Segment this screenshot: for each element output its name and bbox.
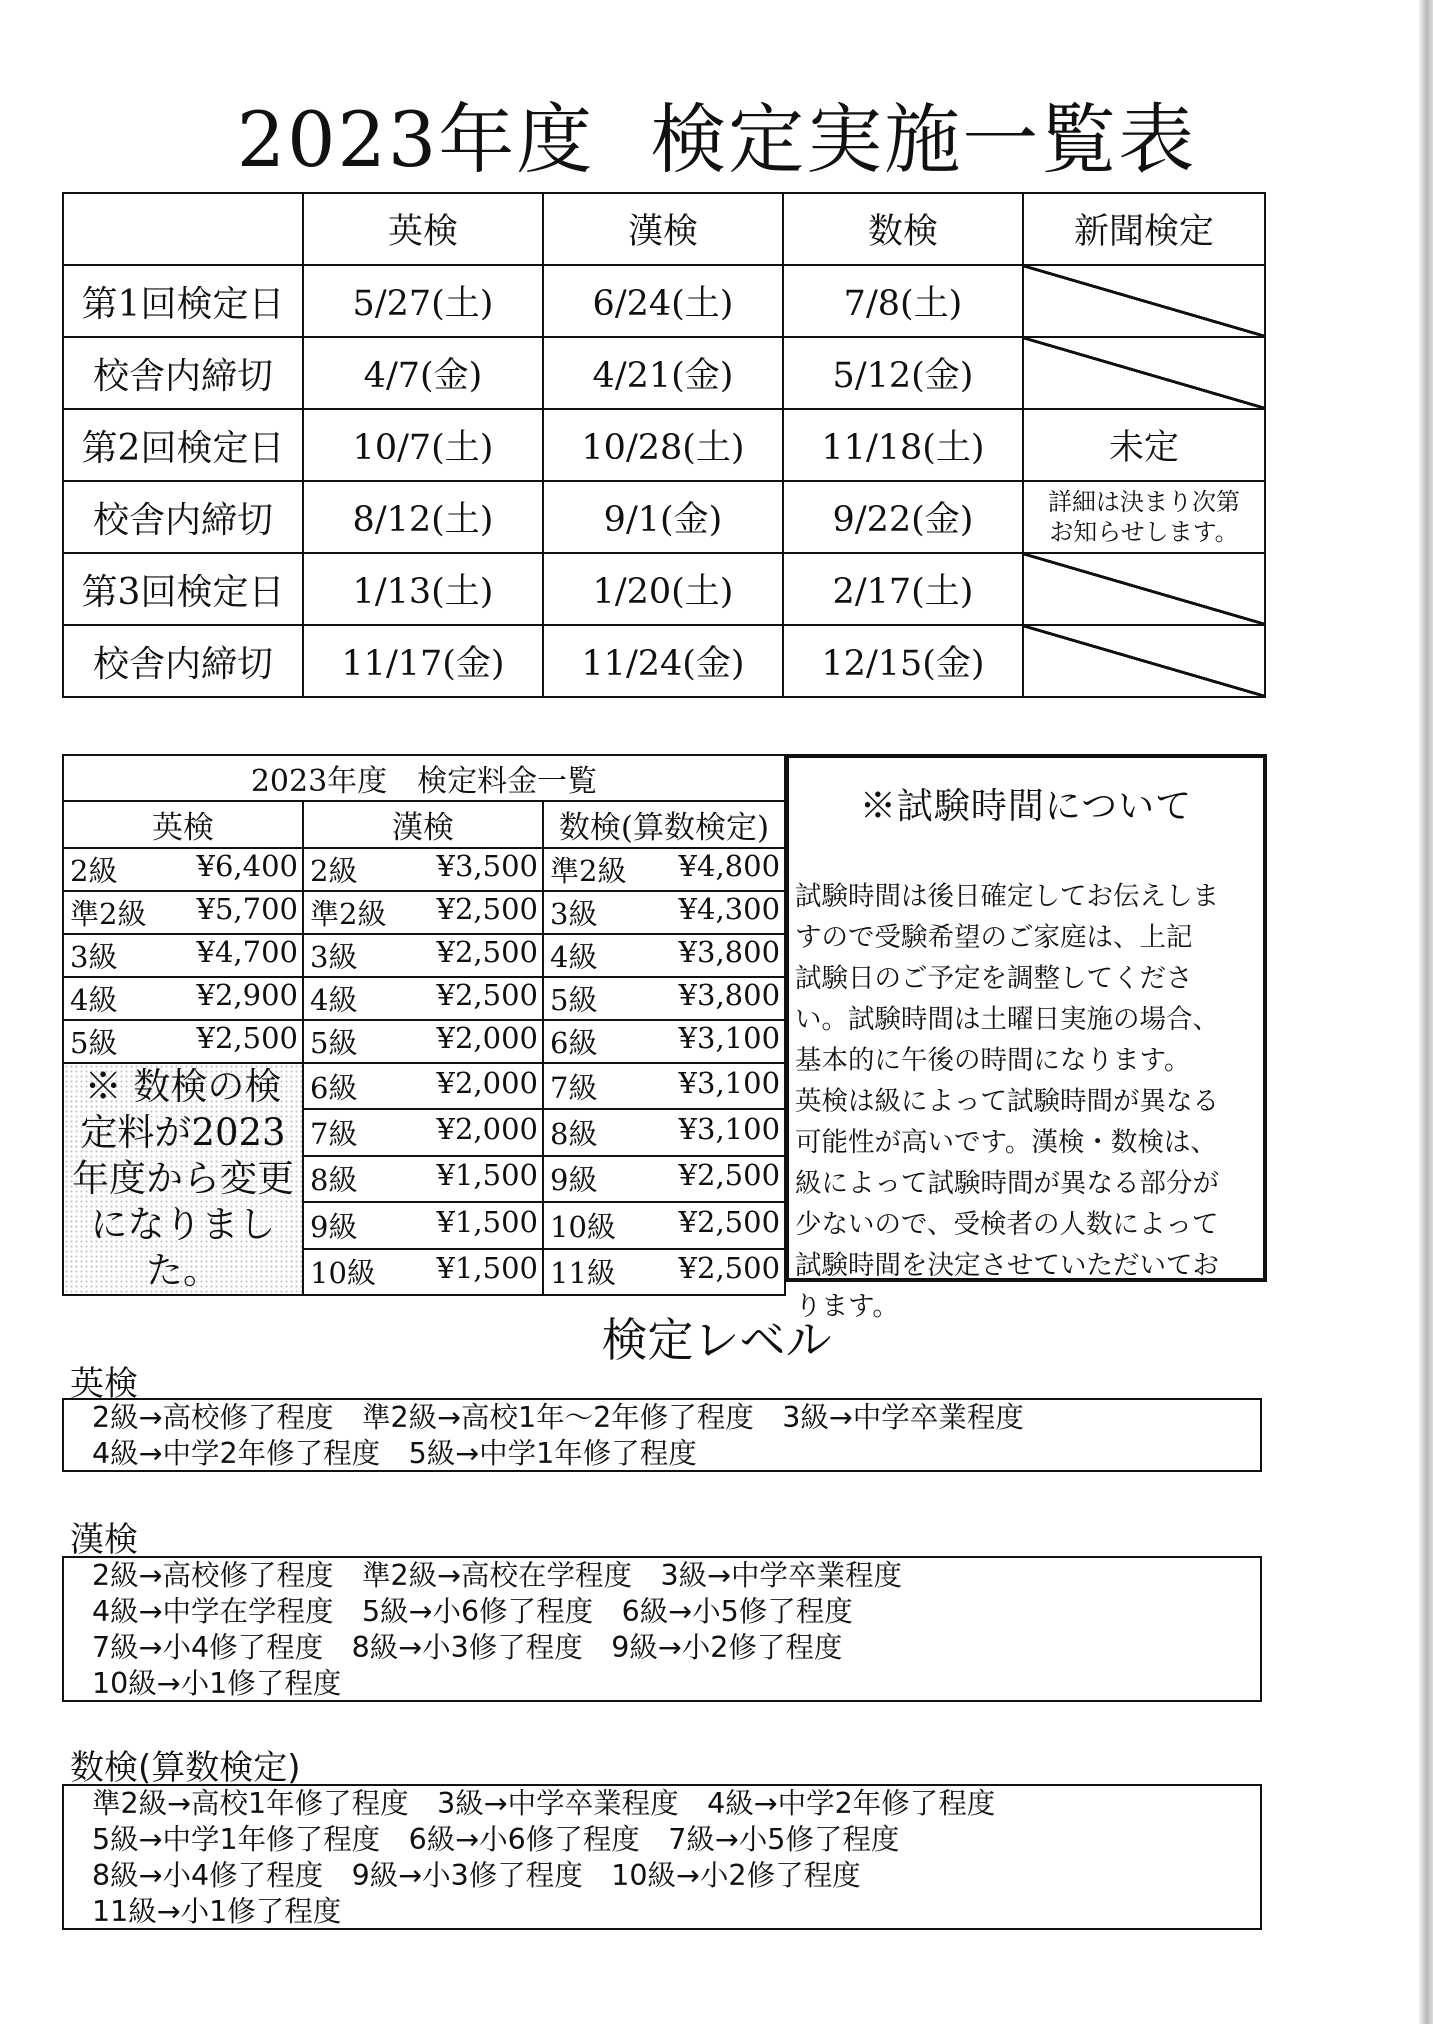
notice-line: 年度から変更 <box>72 1157 294 1200</box>
price-value: ¥4,700 <box>196 935 298 969</box>
schedule-cell: 5/12(金) <box>783 337 1023 409</box>
title-year: 2023年度 <box>236 95 595 184</box>
grade-label: 2級 <box>310 854 358 888</box>
level-line: 8級→小4修了程度 9級→小3修了程度 10級→小2修了程度 <box>92 1859 861 1892</box>
fee-header-suken: 数検(算数検定) <box>543 801 785 848</box>
price-value: ¥3,100 <box>678 1021 781 1055</box>
grade-label: 3級 <box>310 940 358 974</box>
schedule-cell: 2/17(土) <box>783 553 1023 625</box>
schedule-cell: 12/15(金) <box>783 625 1023 697</box>
fee-cell-kanken <box>303 848 543 891</box>
price-value: ¥3,800 <box>678 935 781 969</box>
schedule-row-label: 校舎内締切 <box>63 337 303 409</box>
price-value: ¥2,500 <box>436 978 538 1012</box>
schedule-corner-cell <box>63 193 303 265</box>
fee-change-notice <box>63 1063 303 1295</box>
level-line: 5級→中学1年修了程度 6級→小6修了程度 7級→小5修了程度 <box>92 1823 900 1856</box>
fee-row <box>63 848 785 891</box>
schedule-row-label: 校舎内締切 <box>63 625 303 697</box>
grade-label: 準2級 <box>70 897 147 931</box>
fee-header-eiken: 英検 <box>63 801 303 848</box>
schedule-cell: 4/7(金) <box>303 337 543 409</box>
schedule-cell: 8/12(土) <box>303 481 543 553</box>
notice-line: 級によって試験時間が異なる部分が <box>795 1168 1219 1199</box>
grade-label: 8級 <box>310 1163 358 1198</box>
notice-line: 試験時間は後日確定してお伝えしま <box>795 881 1219 912</box>
newspaper-undecided-cell: 未定 <box>1023 409 1265 481</box>
schedule-row <box>63 481 1265 553</box>
price-value: ¥2,500 <box>678 1204 781 1239</box>
schedule-row <box>63 409 1265 481</box>
notice-line: になりました。 <box>90 1203 276 1292</box>
price-value: ¥3,500 <box>436 849 538 883</box>
grade-label: 3級 <box>70 940 118 974</box>
price-value: ¥2,900 <box>196 978 298 1012</box>
page-title <box>0 92 1433 188</box>
fee-cell-suken <box>543 891 785 934</box>
not-applicable-cell <box>1023 265 1265 337</box>
level-line: 2級→高校修了程度 準2級→高校1年～2年修了程度 3級→中学卒業程度 <box>92 1401 1024 1434</box>
exam-time-title: ※試験時間について <box>859 786 1193 827</box>
grade-label: 4級 <box>550 940 598 974</box>
fee-row <box>63 934 785 977</box>
grade-label: 4級 <box>310 983 358 1017</box>
grade-label: 2級 <box>70 854 118 888</box>
fee-table-title: 2023年度 検定料金一覧 <box>63 755 785 801</box>
schedule-cell: 6/24(土) <box>543 265 783 337</box>
fee-cell-kanken <box>303 977 543 1020</box>
schedule-row-label: 第1回検定日 <box>63 265 303 337</box>
notice-line: すので受験希望のご家庭は、上記 <box>795 922 1193 953</box>
level-line: 10級→小1修了程度 <box>92 1667 342 1700</box>
fee-cell-suken <box>543 848 785 891</box>
fee-cell-eiken <box>63 1020 303 1063</box>
not-applicable-cell <box>1023 553 1265 625</box>
grade-label: 5級 <box>70 1026 118 1060</box>
notice-line: 基本的に午後の時間になります。 <box>795 1045 1191 1076</box>
schedule-cell: 11/18(土) <box>783 409 1023 481</box>
fee-cell-kanken <box>303 1063 543 1109</box>
level-box-suken <box>62 1784 1262 1930</box>
fee-cell-kanken <box>303 1156 543 1202</box>
schedule-cell: 11/17(金) <box>303 625 543 697</box>
schedule-cell: 9/1(金) <box>543 481 783 553</box>
schedule-cell: 11/24(金) <box>543 625 783 697</box>
price-value: ¥2,000 <box>436 1112 538 1147</box>
price-value: ¥3,100 <box>678 1112 781 1147</box>
price-value: ¥3,100 <box>678 1065 781 1100</box>
grade-label: 準2級 <box>550 854 627 888</box>
schedule-cell: 5/27(土) <box>303 265 543 337</box>
notice-line: い。試験時間は土曜日実施の場合、 <box>795 1004 1219 1035</box>
schedule-header-row <box>63 193 1265 265</box>
fee-row <box>63 891 785 934</box>
title-text: 検定実施一覧表 <box>650 95 1197 184</box>
level-box-kanken <box>62 1556 1262 1702</box>
price-value: ¥2,500 <box>436 935 538 969</box>
fee-title-row <box>63 755 785 801</box>
level-line: 11級→小1修了程度 <box>92 1895 342 1928</box>
fee-cell-eiken <box>63 934 303 977</box>
price-value: ¥5,700 <box>196 892 298 926</box>
exam-time-notice <box>785 754 1267 1322</box>
level-line: 2級→高校修了程度 準2級→高校在学程度 3級→中学卒業程度 <box>92 1559 903 1592</box>
fee-cell-kanken <box>303 891 543 934</box>
level-line: 4級→中学在学程度 5級→小6修了程度 6級→小5修了程度 <box>92 1595 853 1628</box>
schedule-cell: 4/21(金) <box>543 337 783 409</box>
price-value: ¥1,500 <box>436 1251 538 1286</box>
price-value: ¥2,500 <box>678 1251 781 1286</box>
price-value: ¥6,400 <box>196 849 298 883</box>
price-value: ¥2,500 <box>196 1021 298 1055</box>
exam-schedule-table <box>62 192 1266 698</box>
grade-label: 10級 <box>310 1256 376 1291</box>
schedule-row-label: 校舎内締切 <box>63 481 303 553</box>
price-value: ¥4,300 <box>678 892 781 926</box>
price-value: ¥4,800 <box>678 849 781 883</box>
grade-label: 3級 <box>550 897 598 931</box>
notice-line: 英検は級によって試験時間が異なる <box>795 1086 1219 1117</box>
price-value: ¥2,000 <box>436 1021 538 1055</box>
grade-label: 7級 <box>310 1117 358 1152</box>
fee-cell-suken <box>543 1020 785 1063</box>
schedule-row <box>63 625 1265 697</box>
level-box-eiken <box>62 1398 1262 1472</box>
grade-label: 6級 <box>550 1026 598 1060</box>
fee-cell-suken <box>543 1156 785 1202</box>
fee-table <box>62 754 786 1296</box>
schedule-cell: 1/20(土) <box>543 553 783 625</box>
fee-cell-suken <box>543 1109 785 1155</box>
price-value: ¥1,500 <box>436 1158 538 1193</box>
schedule-row-label: 第3回検定日 <box>63 553 303 625</box>
grade-label: 11級 <box>550 1256 616 1291</box>
fee-cell-suken <box>543 934 785 977</box>
fee-cell-eiken <box>63 977 303 1020</box>
price-value: ¥2,000 <box>436 1065 538 1100</box>
schedule-cell: 1/13(土) <box>303 553 543 625</box>
fee-cell-suken <box>543 977 785 1020</box>
price-value: ¥2,500 <box>436 892 538 926</box>
notice-line: ります。 <box>795 1291 899 1322</box>
not-applicable-cell <box>1023 337 1265 409</box>
notice-line: 定料が2023 <box>80 1111 286 1154</box>
notice-line: 可能性が高いです。漢検・数検は、 <box>795 1127 1217 1158</box>
newspaper-note-cell <box>1023 481 1265 553</box>
level-line: 4級→中学2年修了程度 5級→中学1年修了程度 <box>92 1437 697 1470</box>
fee-row <box>63 1020 785 1063</box>
notice-line: 少ないので、受検者の人数によって <box>795 1209 1219 1240</box>
newspaper-note-line: 詳細は決まり次第 <box>1048 488 1240 516</box>
grade-label: 6級 <box>310 1070 358 1105</box>
schedule-cell: 7/8(土) <box>783 265 1023 337</box>
grade-label: 9級 <box>310 1209 358 1244</box>
level-label-suken: 数検(算数検定) <box>70 1748 301 1788</box>
fee-header-kanken: 漢検 <box>303 801 543 848</box>
level-label-eiken: 英検 <box>70 1364 138 1404</box>
schedule-row <box>63 337 1265 409</box>
grade-label: 8級 <box>550 1117 598 1152</box>
schedule-cell: 10/7(土) <box>303 409 543 481</box>
grade-label: 7級 <box>550 1070 598 1105</box>
fee-cell-eiken <box>63 891 303 934</box>
newspaper-note-line: お知らせします。 <box>1049 518 1239 546</box>
schedule-row-label: 第2回検定日 <box>63 409 303 481</box>
notice-line: 試験日のご予定を調整してくださ <box>795 963 1193 994</box>
price-value: ¥2,500 <box>678 1158 781 1193</box>
fee-cell-kanken <box>303 1109 543 1155</box>
fee-header-row <box>63 801 785 848</box>
fee-cell-kanken <box>303 1020 543 1063</box>
fee-cell-kanken <box>303 1202 543 1248</box>
schedule-header-newspaper: 新聞検定 <box>1023 193 1265 265</box>
level-label-kanken: 漢検 <box>70 1520 138 1560</box>
exam-time-body <box>795 876 1255 1327</box>
schedule-header-suken: 数検 <box>783 193 1023 265</box>
price-value: ¥3,800 <box>678 978 781 1012</box>
grade-label: 5級 <box>310 1026 358 1060</box>
schedule-header-eiken: 英検 <box>303 193 543 265</box>
level-line: 準2級→高校1年修了程度 3級→中学卒業程度 4級→中学2年修了程度 <box>92 1787 996 1820</box>
fee-cell-suken <box>543 1202 785 1248</box>
fee-row <box>63 1063 785 1109</box>
grade-label: 10級 <box>550 1209 616 1244</box>
fee-cell-kanken <box>303 934 543 977</box>
grade-label: 準2級 <box>310 897 387 931</box>
notice-line: ※ 数検の検 <box>84 1065 282 1108</box>
notice-line: 試験時間を決定させていただいてお <box>795 1250 1219 1281</box>
schedule-header-kanken: 漢検 <box>543 193 783 265</box>
price-value: ¥1,500 <box>436 1204 538 1239</box>
scanned-page-edge <box>1419 0 1433 2024</box>
fee-cell-suken <box>543 1063 785 1109</box>
fee-cell-kanken <box>303 1249 543 1295</box>
level-line: 7級→小4修了程度 8級→小3修了程度 9級→小2修了程度 <box>92 1631 843 1664</box>
schedule-row <box>63 553 1265 625</box>
not-applicable-cell <box>1023 625 1265 697</box>
schedule-row <box>63 265 1265 337</box>
levels-title: 検定レベル <box>601 1313 832 1367</box>
grade-label: 9級 <box>550 1163 598 1198</box>
grade-label: 5級 <box>550 983 598 1017</box>
fee-row <box>63 977 785 1020</box>
schedule-cell: 10/28(土) <box>543 409 783 481</box>
fee-cell-suken <box>543 1249 785 1295</box>
grade-label: 4級 <box>70 983 118 1017</box>
schedule-cell: 9/22(金) <box>783 481 1023 553</box>
fee-cell-eiken <box>63 848 303 891</box>
